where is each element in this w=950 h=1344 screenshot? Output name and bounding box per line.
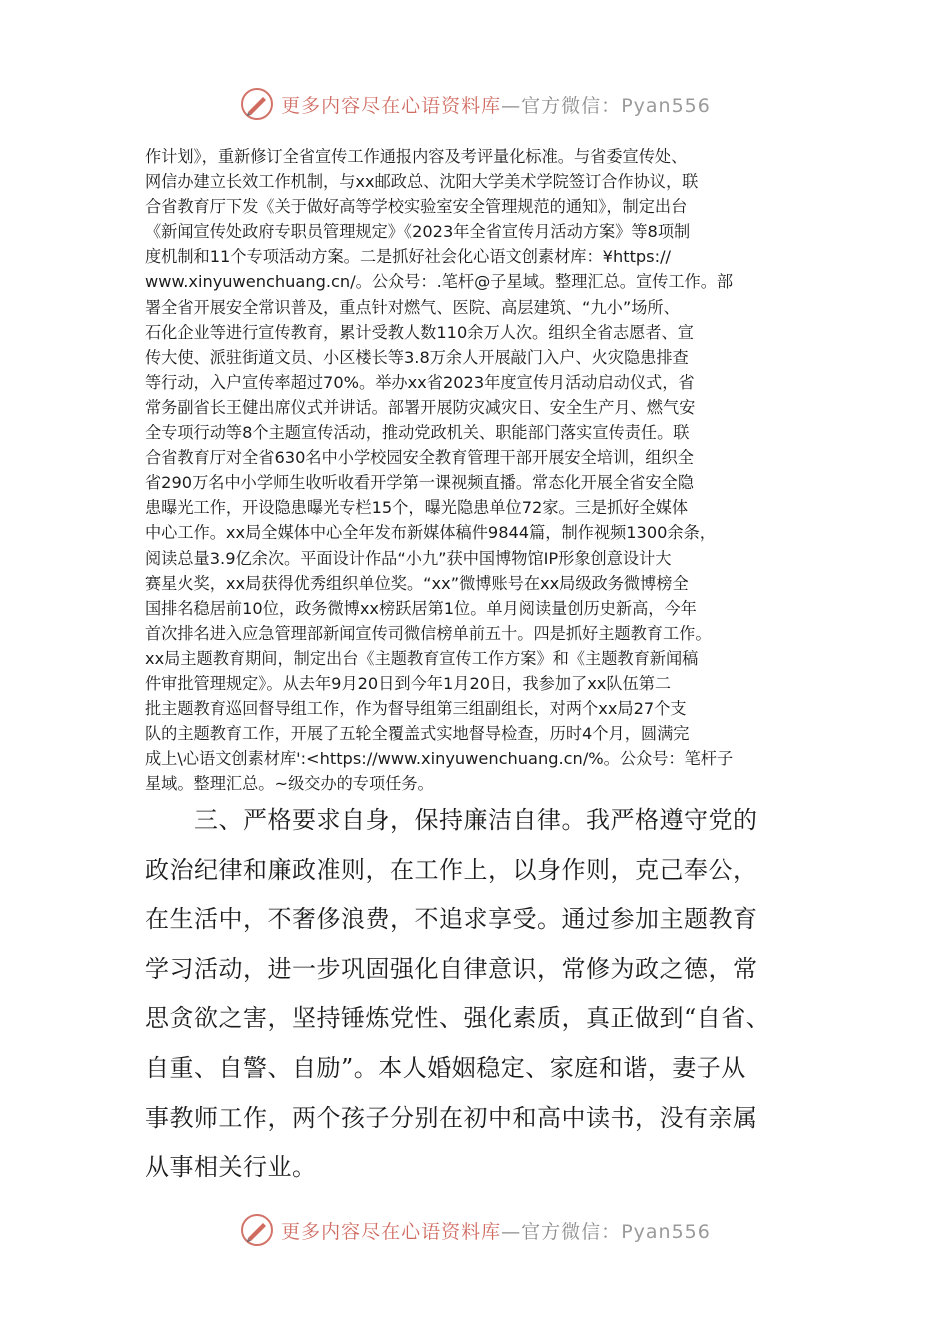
- text-line: 患曝光工作，开设隐患曝光专栏15个，曝光隐患单位72家。三是抓好全媒体: [145, 498, 689, 518]
- text-line: 石化企业等进行宣传教育，累计受教人数110余万人次。组织全省志愿者、宣: [145, 322, 694, 342]
- text-line: 合省教育厅对全省630名中小学校园安全教育管理干部开展安全培训，组织全: [145, 448, 694, 468]
- text-line: 署全省开展安全常识普及，重点针对燃气、医院、高层建筑、“九小”场所、: [145, 297, 680, 317]
- text-line: 首次排名进入应急管理部新闻宣传司微信榜单前五十。四是抓好主题教育工作。: [145, 623, 712, 643]
- text-line: 星域。整理汇总。~级交办的专项任务。: [145, 774, 434, 794]
- section-three-paragraph: [145, 796, 805, 1193]
- text-line: 作计划》，重新修订全省宣传工作通报内容及考评量化标准。与省委宣传处、: [145, 147, 688, 166]
- text-line: 政治纪律和廉政准则，在工作上，以身作则，克己奉公，: [145, 855, 758, 884]
- text-line: 《新闻宣传处政府专职员管理规定》《2023年全省宣传月活动方案》等8项制: [145, 222, 691, 242]
- text-line: 中心工作。xx局全媒体中心全年发布新媒体稿件9844篇，制作视频1300余条，: [145, 523, 716, 543]
- text-line: 全专项行动等8个主题宣传活动，推动党政机关、职能部门落实宣传责任。联: [145, 423, 690, 443]
- watermark-wechat-id: Pyan556: [621, 94, 711, 117]
- text-line: 批主题教育巡回督导组工作，作为督导组第三组副组长，对两个xx局27个支: [145, 699, 687, 719]
- pen-logo-icon: [239, 1212, 275, 1248]
- text-line: 思贪欲之害，坚持锤炼党性、强化素质，真正做到“自省、: [145, 1004, 771, 1033]
- text-line: 在生活中，不奢侈浪费，不追求享受。通过参加主题教育: [145, 905, 758, 934]
- text-line: www.xinyuwenchuang.cn/。公众号：.笔杆@子星域。整理汇总。宣传工作。部: [145, 272, 734, 292]
- text-line: 省290万名中小学师生收听收看开学第一课视频直播。常态化开展全省安全隐: [145, 473, 694, 493]
- watermark-text: [281, 91, 711, 118]
- text-line: 事教师工作，两个孩子分别在初中和高中读书，没有亲属: [145, 1103, 758, 1132]
- text-line: 三、严格要求自身，保持廉洁自律。我严格遵守党的: [145, 806, 758, 834]
- watermark-channel: 官方微信：: [521, 94, 622, 117]
- watermark-wechat-id: Pyan556: [621, 1220, 711, 1243]
- text-line: 度机制和11个专项活动方案。二是抓好社会化心语文创素材库：¥https://: [145, 247, 671, 267]
- watermark-separator: —: [501, 1220, 522, 1243]
- text-line: 自重、自警、自励”。本人婚姻稳定、家庭和谐，妻子从: [145, 1053, 746, 1082]
- text-line: 传大使、派驻街道文员、小区楼长等3.8万余人开展敲门入户、火灾隐患排查: [145, 347, 689, 367]
- footer-watermark: [0, 1208, 950, 1252]
- text-line: 队的主题教育工作，开展了五轮全覆盖式实地督导检查，历时4个月，圆满完: [145, 724, 690, 744]
- watermark-text: [281, 1217, 711, 1244]
- text-line: 合省教育厅下发《关于做好高等学校实验室安全管理规范的通知》，制定出台: [145, 197, 688, 217]
- watermark-separator: —: [501, 94, 522, 117]
- text-line: 等行动，入户宣传率超过70%。举办xx省2023年度宣传月活动启动仪式，省: [145, 372, 695, 392]
- text-line: 学习活动，进一步巩固强化自律意识，常修为政之德，常: [145, 954, 758, 983]
- text-line: 成上\心语文创素材库':<https://www.xinyuwenchuang.cn/%。公众号：笔杆子: [145, 749, 734, 769]
- watermark-brand: 更多内容尽在心语资料库: [281, 94, 502, 117]
- text-line: xx局主题教育期间，制定出台《主题教育宣传工作方案》和《主题教育新闻稿: [145, 648, 699, 668]
- text-line: 阅读总量3.9亿余次。平面设计作品“小九”获中国博物馆IP形象创意设计大: [145, 548, 672, 568]
- pen-logo-icon: [239, 86, 275, 122]
- text-line: 件审批管理规定》。从去年9月20日到今年1月20日，我参加了xx队伍第二: [145, 673, 672, 693]
- watermark-channel: 官方微信：: [521, 1220, 622, 1243]
- header-watermark: [0, 82, 950, 126]
- text-line: 国排名稳居前10位，政务微博xx榜跃居第1位。单月阅读量创历史新高，今年: [145, 598, 697, 618]
- text-line: 赛星火奖，xx局获得优秀组织单位奖。“xx”微博账号在xx局级政务微博榜全: [145, 573, 689, 593]
- text-line: 网信办建立长效工作机制，与xx邮政总、沈阳大学美术学院签订合作协议，联: [145, 172, 699, 192]
- continuation-paragraph: [145, 144, 813, 796]
- watermark-brand: 更多内容尽在心语资料库: [281, 1220, 502, 1243]
- text-line: 从事相关行业。: [145, 1153, 317, 1182]
- text-line: 常务副省长王健出席仪式并讲话。部署开展防灾减灾日、安全生产月、燃气安: [145, 397, 696, 417]
